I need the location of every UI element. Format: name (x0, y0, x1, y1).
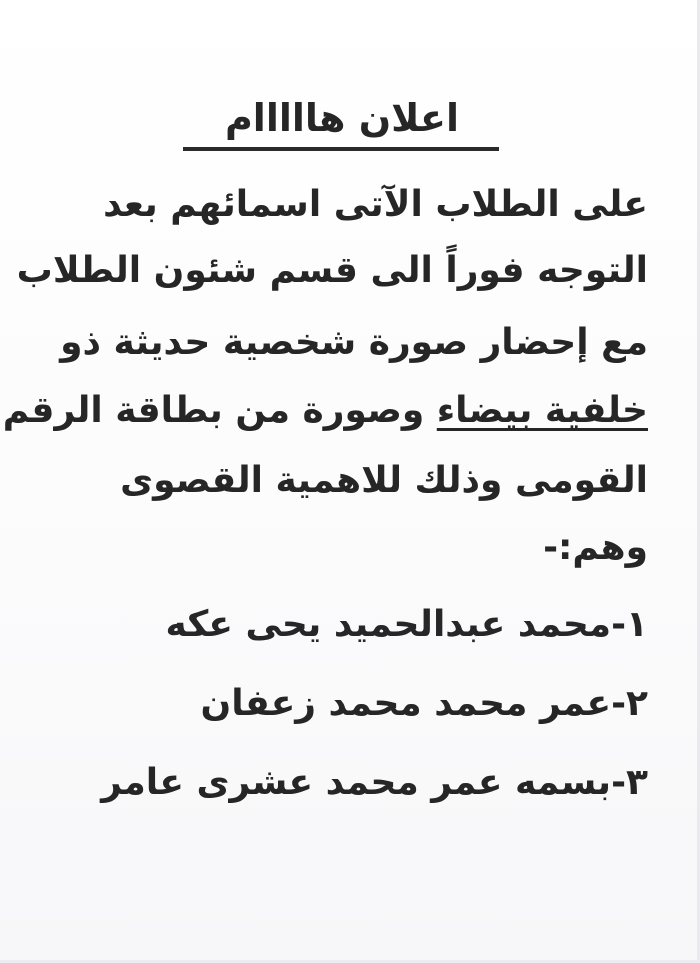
body-line-2: التوجه فوراً الى قسم شئون الطلاب (16, 250, 648, 291)
student-item-1: ١-محمد عبدالحميد يحى عكه (165, 604, 648, 645)
underlined-phrase: خلفية بيضاء (436, 390, 648, 431)
body-line-5: القومى وذلك للاهمية القصوى (120, 460, 648, 501)
student-item-3: ٣-بسمه عمر محمد عشرى عامر (101, 762, 648, 803)
body-line-3: مع إحضار صورة شخصية حديثة ذو (60, 322, 648, 363)
body-line-1: على الطلاب الآتى اسمائهم بعد (103, 184, 648, 225)
title-underline (183, 147, 499, 151)
student-item-2: ٢-عمر محمد محمد زعفان (200, 683, 648, 724)
notice-title: اعلان هااااام (224, 96, 460, 140)
list-intro: وهم:- (543, 527, 648, 568)
body-line-4 (3, 386, 648, 436)
body-line-4-rest: وصورة من بطاقة الرقم (2, 390, 437, 431)
